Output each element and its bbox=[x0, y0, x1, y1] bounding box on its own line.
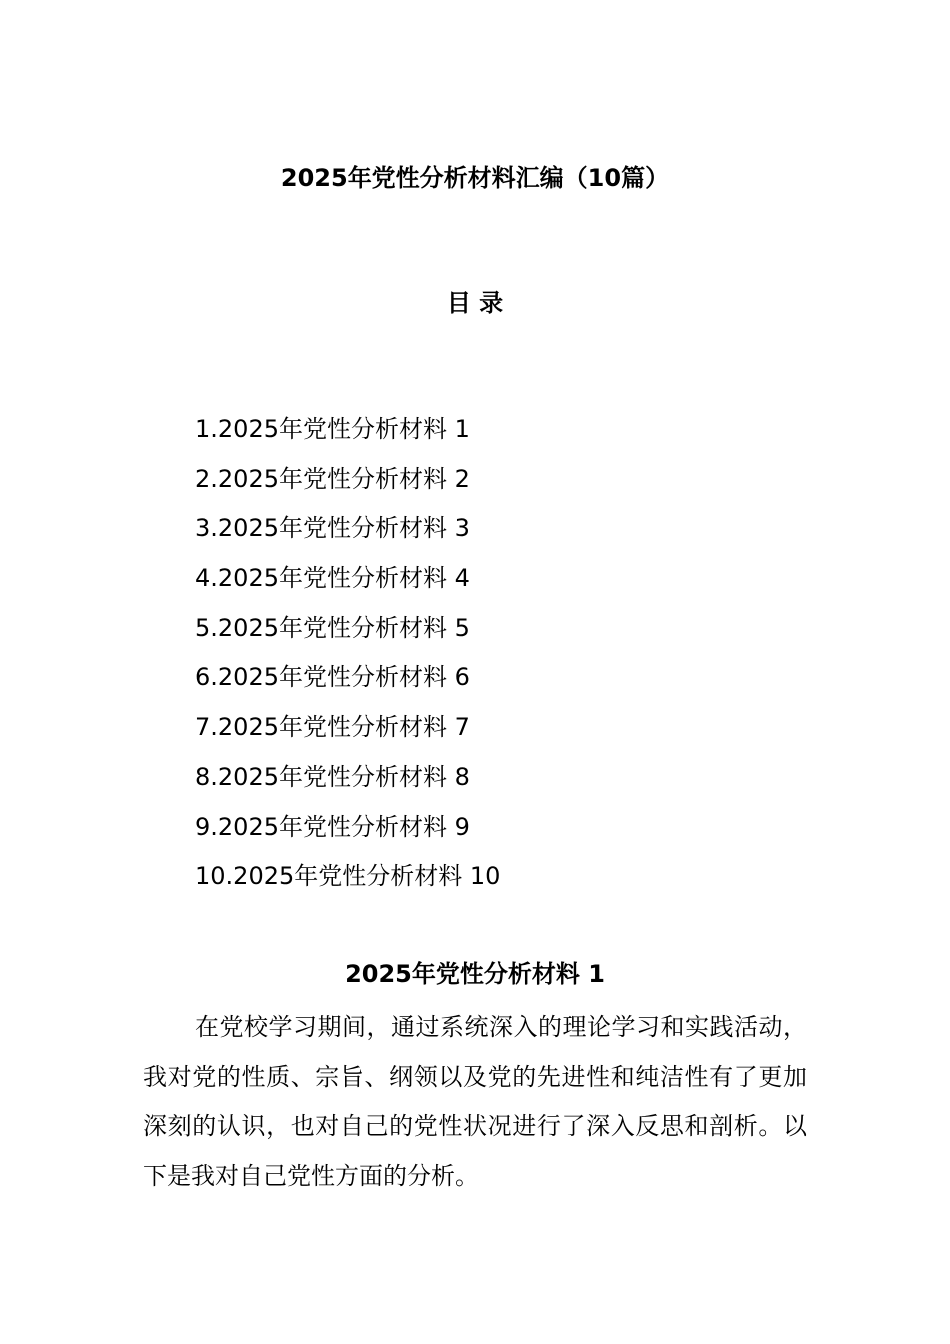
toc-item[interactable]: 10.2025年党性分析材料 10 bbox=[195, 862, 501, 891]
toc-item[interactable]: 5.2025年党性分析材料 5 bbox=[195, 613, 470, 642]
section-title: 2025年党性分析材料 1 bbox=[345, 960, 605, 988]
toc-item[interactable]: 4.2025年党性分析材料 4 bbox=[195, 564, 470, 593]
body-paragraph: 在党校学习期间，通过系统深入的理论学习和实践活动，我对党的性质、宗旨、纲领以及党的先进性和纯洁性有了更加深刻的认识，也对自己的党性状况进行了深入反思和剖析。以下是我对自己党性方面的分析。 bbox=[143, 1013, 807, 1190]
toc-heading: 目 录 bbox=[446, 289, 504, 317]
toc-item[interactable]: 9.2025年党性分析材料 9 bbox=[195, 812, 470, 841]
toc-item[interactable]: 7.2025年党性分析材料 7 bbox=[195, 713, 470, 742]
toc-item[interactable]: 2.2025年党性分析材料 2 bbox=[195, 464, 470, 493]
toc-item[interactable]: 6.2025年党性分析材料 6 bbox=[195, 663, 470, 692]
toc-item[interactable]: 1.2025年党性分析材料 1 bbox=[195, 415, 470, 443]
toc-item[interactable]: 8.2025年党性分析材料 8 bbox=[195, 762, 470, 791]
table-of-contents bbox=[195, 405, 500, 902]
toc-item[interactable]: 3.2025年党性分析材料 3 bbox=[195, 514, 470, 543]
document-title: 2025年党性分析材料汇编（10篇） bbox=[280, 164, 670, 192]
